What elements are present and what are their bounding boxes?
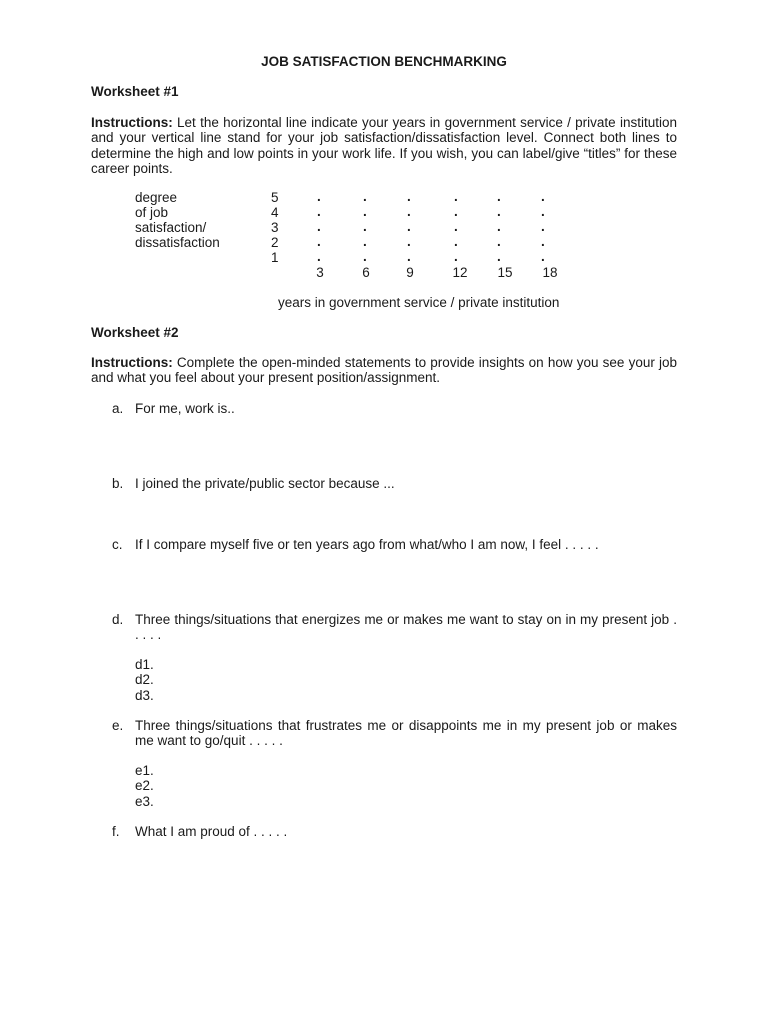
list-item-letter: c.	[112, 537, 123, 552]
grid-dot: .	[363, 219, 367, 234]
y-tick-label: 1	[271, 250, 279, 265]
y-axis-label-line: satisfaction/	[135, 220, 207, 235]
sub-item-label: e3.	[135, 794, 154, 809]
instructions-label: Instructions:	[91, 115, 173, 130]
document-title: JOB SATISFACTION BENCHMARKING	[261, 54, 507, 69]
grid-dot: .	[497, 249, 501, 264]
list-item-letter: a.	[112, 401, 124, 416]
grid-dot: .	[454, 234, 458, 249]
x-tick-label: 3	[316, 265, 324, 280]
grid-dot: .	[317, 204, 321, 219]
x-tick-label: 15	[497, 265, 513, 280]
grid-dot: .	[363, 189, 367, 204]
grid-dot: .	[541, 234, 545, 249]
sub-item-label: d3.	[135, 688, 154, 703]
worksheet1-heading: Worksheet #1	[91, 84, 179, 99]
grid-dot: .	[407, 204, 411, 219]
grid-dot: .	[317, 189, 321, 204]
y-axis-label-line: of job	[135, 205, 169, 220]
grid-dot: .	[541, 219, 545, 234]
list-item-letter: f.	[112, 824, 120, 839]
list-item-text: I joined the private/public sector because ...	[135, 476, 395, 491]
grid-dot: .	[454, 204, 458, 219]
sub-item-label: e2.	[135, 778, 154, 793]
worksheet2-heading: Worksheet #2	[91, 325, 179, 340]
list-item-text: Three things/situations that energizes me or makes me want to stay on in my present job . . . . .	[135, 612, 677, 643]
y-tick-label: 2	[271, 235, 279, 250]
list-item-letter: b.	[112, 476, 124, 491]
grid-dot: .	[407, 234, 411, 249]
grid-dot: .	[497, 234, 501, 249]
x-tick-label: 9	[406, 265, 414, 280]
y-axis-label-line: dissatisfaction	[135, 235, 220, 250]
instructions-label: Instructions:	[91, 355, 173, 370]
grid-dot: .	[454, 219, 458, 234]
list-item-text: If I compare myself five or ten years ago from what/who I am now, I feel . . . . .	[135, 537, 599, 552]
grid-dot: .	[363, 204, 367, 219]
worksheet2-instructions	[91, 355, 677, 386]
grid-dot: .	[497, 219, 501, 234]
sub-item-label: e1.	[135, 763, 154, 778]
grid-dot: .	[541, 249, 545, 264]
grid-dot: .	[363, 249, 367, 264]
grid-dot: .	[317, 219, 321, 234]
x-tick-label: 6	[362, 265, 370, 280]
grid-dot: .	[541, 204, 545, 219]
grid-dot: .	[407, 219, 411, 234]
list-item-text: Three things/situations that frustrates me or disappoints me in my present job or makes me want to go/quit . . . . .	[135, 718, 677, 749]
worksheet1-instructions	[91, 115, 677, 176]
y-tick-label: 5	[271, 190, 279, 205]
grid-dot: .	[317, 234, 321, 249]
x-axis-label: years in government service / private institution	[278, 295, 560, 310]
y-axis-label-line: degree	[135, 190, 178, 205]
y-tick-label: 4	[271, 205, 279, 220]
grid-dot: .	[317, 249, 321, 264]
grid-dot: .	[454, 189, 458, 204]
grid-dot: .	[407, 189, 411, 204]
grid-dot: .	[541, 189, 545, 204]
grid-dot: .	[454, 249, 458, 264]
sub-item-label: d1.	[135, 657, 154, 672]
x-tick-label: 12	[452, 265, 468, 280]
instructions-text: Complete the open-minded statements to provide insights on how you see your job and what you feel about your present position/assignment.	[91, 355, 677, 386]
x-tick-label: 18	[542, 265, 558, 280]
list-item-text: For me, work is..	[135, 401, 235, 416]
grid-dot: .	[497, 189, 501, 204]
instructions-text: Let the horizontal line indicate your years in government service / private institution and your vertical line stand for your job satisfaction/dissatisfaction level. Connect both lines to determine the high and low points in your work life. If you wish, you can label/give “titles” for these career points.	[91, 115, 677, 176]
grid-dot: .	[497, 204, 501, 219]
grid-dot: .	[363, 234, 367, 249]
grid-dot: .	[407, 249, 411, 264]
y-tick-label: 3	[271, 220, 279, 235]
list-item-text: What I am proud of . . . . .	[135, 824, 288, 839]
list-item-letter: e.	[112, 718, 124, 733]
list-item-letter: d.	[112, 612, 124, 627]
sub-item-label: d2.	[135, 672, 154, 687]
